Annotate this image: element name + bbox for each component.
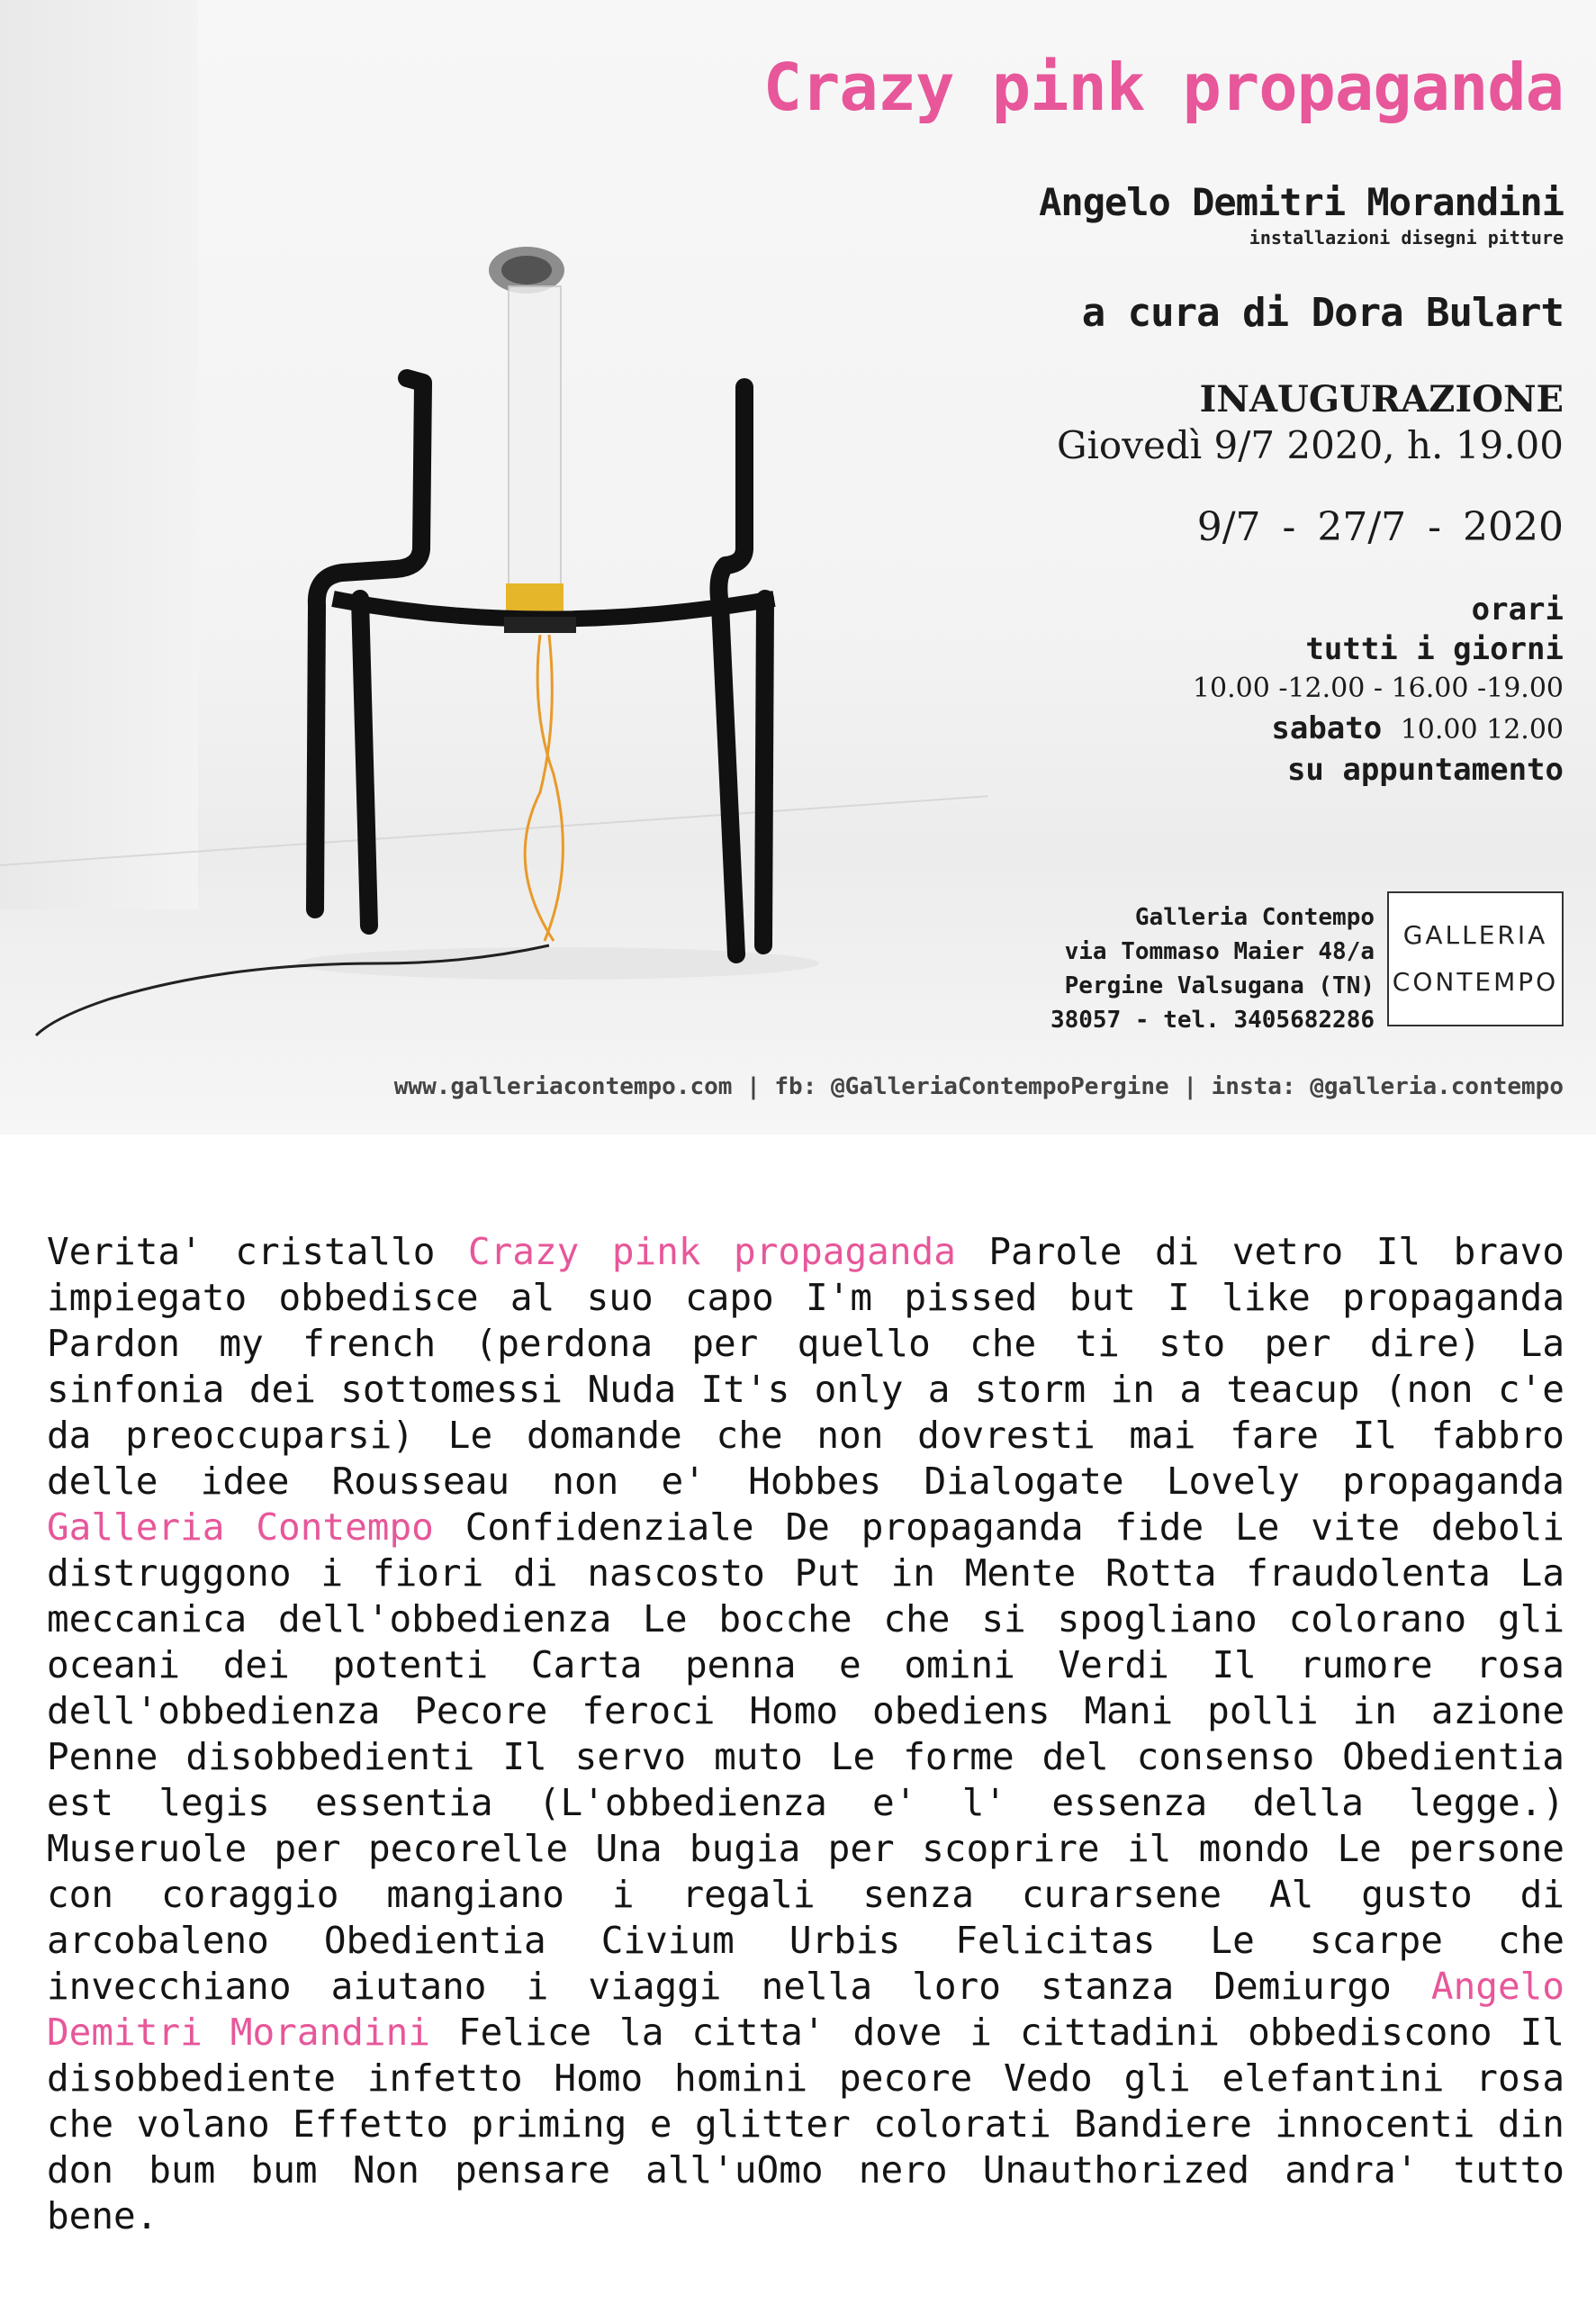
hours-appointment: su appuntamento <box>1286 752 1564 788</box>
logo-line-1: GALLERIA <box>1402 920 1548 950</box>
text-segment: Felice la citta' dove i cittadini obbediscono Il disobbediente infetto Homo homini pecore Vedo gli elefantini rosa che volano Effetto priming e glitter colorati Bandiere innocenti din don bum bum Non pensare all'uOmo nero Unauthorized andra' tutto bene. <box>47 2011 1564 2237</box>
artist-name: Angelo Demitri Morandini <box>1039 180 1564 224</box>
text-segment: Verita' cristallo <box>47 1230 468 1273</box>
curator-line: a cura di Dora Bulart <box>1081 290 1564 336</box>
gallery-logo <box>1387 891 1564 1026</box>
text-highlight-gallery: Galleria Contempo <box>47 1505 434 1549</box>
gallery-name: Galleria Contempo <box>1134 904 1375 931</box>
hours-saturday: 10.00 12.00 <box>1400 714 1564 746</box>
text-highlight-title: Crazy pink propaganda <box>467 1230 956 1273</box>
exhibition-title: Crazy pink propaganda <box>762 50 1564 125</box>
hours-daily: 10.00 -12.00 - 16.00 -19.00 <box>1192 673 1564 704</box>
hours-saturday-row <box>1193 709 1564 750</box>
hours-daily-label: tutti i giorni <box>1305 631 1564 667</box>
statement-text <box>47 1229 1564 2239</box>
social-links: www.galleriacontempo.com | fb: @GalleriaContempoPergine | insta: @galleria.contempo <box>393 1073 1564 1100</box>
gallery-address <box>1050 900 1375 1037</box>
text-segment: Confidenziale De propaganda fide Le vite deboli distruggono i fiori di nascosto Put in Mente Rotta fraudolenta La meccanica dell'obbedienza Le bocche che si spogliano colorano gli oceani dei potenti Carta penna e omini Verdi Il rumore rosa dell'obbedienza Pecore feroci Homo obediens Mani polli in azione Penne disobbedienti Il servo muto Le forme del consenso Obedientia est legis essentia (L'obbedienza e' l' essenza della legge.) Museruole per pecorelle Una bugia per scoprire il mondo Le persone con coraggio mangiano i regali senza curarsene Al gusto di arcobaleno Obedientia Civium Urbis Felicitas Le scarpe che invecchiano aiutano i viaggi nella loro stanza Demiurgo <box>47 1505 1564 2008</box>
inauguration-label: INAUGURAZIONE <box>1199 378 1564 420</box>
gallery-zip-phone: 38057 - tel. 3405682286 <box>1050 1007 1375 1034</box>
hours-label: orari <box>1471 592 1564 628</box>
logo-line-2: CONTEMPO <box>1392 967 1559 997</box>
inauguration-date: Giovedì 9/7 2020, h. 19.00 <box>1056 423 1564 467</box>
chair-sculpture-photo <box>0 0 900 1080</box>
gallery-street: via Tommaso Maier 48/a <box>1064 938 1375 965</box>
opening-hours <box>1193 590 1564 790</box>
text-highlight-artist: Angelo Demitri Morandini <box>47 1965 1564 2054</box>
text-segment: Parole di vetro Il bravo impiegato obbedisce al suo capo I'm pissed but I like propaganda Pardon my french (perdona per quello che ti sto per dire) La sinfonia dei sottomessi Nuda It's only a storm in a teacup (non c'e da preoccuparsi) Le domande che non dovresti mai fare Il fabbro delle idee Rousseau non e' Hobbes Dialogate Lovely propaganda <box>47 1230 1564 1503</box>
gallery-city: Pergine Valsugana (TN) <box>1064 972 1375 999</box>
hours-saturday-label: sabato <box>1271 710 1383 746</box>
artist-subtitle: installazioni disegni pitture <box>1249 227 1564 249</box>
exhibition-poster <box>0 0 1596 1134</box>
exhibition-period: 9/7 - 27/7 - 2020 <box>1196 504 1564 550</box>
